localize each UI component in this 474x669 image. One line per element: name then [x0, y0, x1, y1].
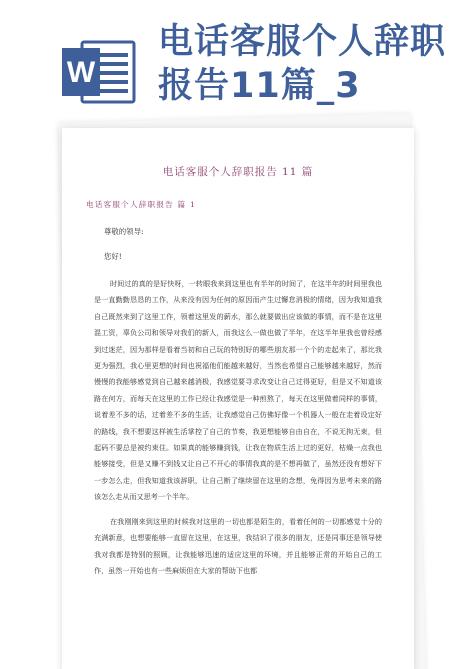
- greeting: 您好!: [104, 252, 122, 261]
- section-heading: 电话客服个人辞职报告 篇 1: [86, 200, 196, 209]
- word-document-icon: [60, 38, 138, 106]
- body-paragraph: 在我刚刚来到这里的时候我对这里的一切也都是陌生的，看着任何的一切都感觉十分的充满新意，也想要能够一直留在这里，在这里，我结识了很多的朋友，还是同事还是领导使我对我都是特别的照顾，让我能够迅速的适应这里的环境，并且能够正常的开始自己的工作，虽然一开始也有一些麻烦但在大家的帮助下也都: [94, 516, 382, 575]
- document-title: 电话客服个人辞职报告 11 篇: [162, 166, 314, 178]
- svg-text:W: W: [66, 56, 96, 89]
- document-page: [62, 128, 414, 669]
- page-title-line-1: 电话客服个人辞职: [158, 22, 447, 62]
- page-title-line-2: 报告11篇_3: [158, 66, 361, 106]
- body-paragraph: 时间过的真的是好快呀，一转眼我来到这里也有半年的时间了，在这半年的时间里我也是一直勤勤恳恳的工作，从来没有因为任何的原因而产生过懈怠消极的情绪，因为我知道我自己既然来到了这里工作，领着这里发的薪水，那么就要做出应该做的事情，而不是在这里混工资，辜负公司和领导对我们的新人，而我这么一做也做了半年，在这半年里我也曾经感到过迷茫，因为那样是看着当初和自己玩的特别好的哪些朋友那一个个的走起来了，那比我更为强烈，我心里更想的时间也祝福他们能越来越好，当然也希望自己能够越来越好，然而慢慢的我能够感觉到自己越来越消极，我感觉要寻求改变让自己过得更好，但是又不知道该路在何方，而每天在这里的工作已经让我感觉是一种煎熬了，每天在这里做着同样的事情，说着差不多的话，过着差不多的生活，让我感觉自己仿佛好像一个机器人一般在走着设定好的路线，我不想要这样被生活掌控了自己的节奏，我更想能够自由自在，不说无拘无束，但起码不要总是被约束住。如果真的能够赚到钱，让我在物质生活上过的更好，枯燥一点我也能够接受，但是又赚不到钱又让自己不开心的事情我真的是不想再做了，虽然还没有想好下一步怎么走，但我知道我该辞职，让自己断了继续留在这里的念想，免得因为思考未来的路该怎么走从而又思考一个半年。: [94, 279, 382, 502]
- page-title: [158, 20, 458, 108]
- salutation: 尊敬的领导:: [104, 227, 144, 236]
